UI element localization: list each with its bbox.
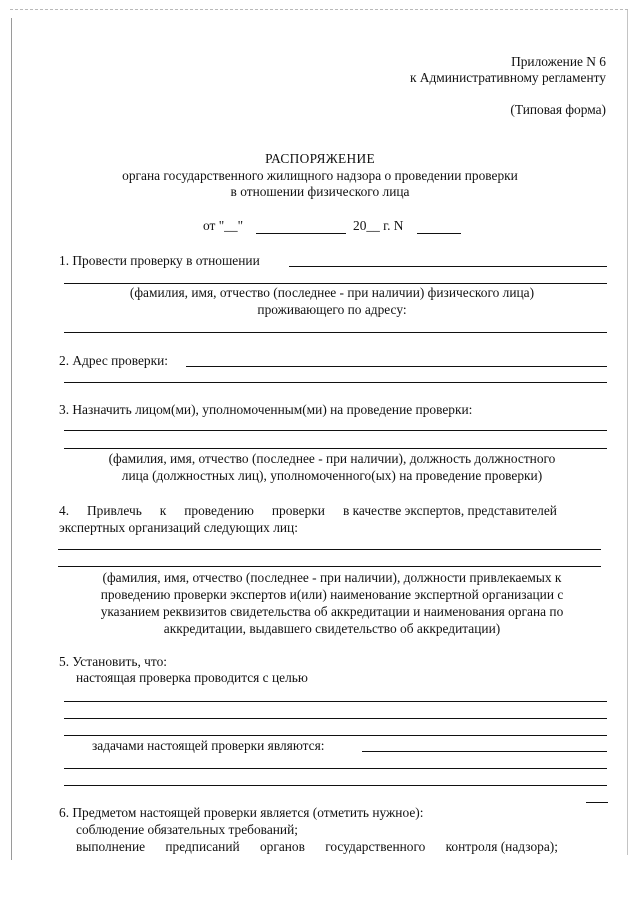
form-type: (Типовая форма)	[510, 102, 606, 117]
section5-tasks-blank-inline	[362, 751, 607, 752]
section2-blank-inline	[186, 366, 607, 367]
section6-item1: соблюдение обязательных требований;	[76, 822, 298, 837]
section4-note1: (фамилия, имя, отчество (последнее - при наличии), должности привлекаемых к	[102, 570, 562, 585]
order-number-blank	[417, 233, 461, 234]
scan-edge-top	[10, 9, 628, 10]
date-month-blank	[256, 233, 346, 234]
section5-purpose-blank-2	[64, 718, 607, 719]
section4-note3: указанием реквизитов свидетельства об аккредитации и наименования органа по	[100, 604, 564, 619]
section5-tasks-blank-3	[64, 785, 607, 786]
section6-word: предписаний	[165, 839, 240, 854]
section6-item2	[76, 839, 558, 856]
section4-word: проверки	[271, 503, 325, 518]
section4-line1	[59, 503, 557, 520]
section4-word: проведению	[184, 503, 254, 518]
section2-blank-2	[64, 382, 607, 383]
section4-word: в качестве экспертов, представителей	[342, 503, 557, 518]
section5-purpose: настоящая проверка проводится с целью	[76, 670, 308, 685]
section4-word: к	[159, 503, 167, 518]
section6-word: контроля (надзора);	[445, 839, 558, 854]
section4-line2: экспертных организаций следующих лиц:	[59, 520, 298, 535]
section1-note2: проживающего по адресу:	[257, 302, 407, 317]
section4-blank-2	[58, 566, 601, 567]
appendix-reference: к Административному регламенту	[409, 70, 606, 85]
section6-word: органов	[259, 839, 305, 854]
section5-label: 5. Установить, что:	[59, 654, 167, 669]
section6-label: 6. Предметом настоящей проверки является (отметить нужное):	[59, 805, 424, 820]
section4-word: 4.	[59, 503, 70, 518]
section3-blank-1	[64, 430, 607, 431]
section1-blank-2	[64, 283, 607, 284]
section4-blank-1	[58, 549, 601, 550]
scan-edge-left	[11, 18, 12, 860]
section1-note1: (фамилия, имя, отчество (последнее - при наличии) физического лица)	[129, 285, 535, 300]
appendix-number: Приложение N 6	[511, 54, 606, 69]
section2-label: 2. Адрес проверки:	[59, 353, 168, 368]
document-title: РАСПОРЯЖЕНИЕ	[265, 151, 375, 166]
document-subtitle-line2: в отношении физического лица	[230, 184, 410, 199]
section5-tasks-blank-2	[64, 768, 607, 769]
date-year-number: 20__ г. N	[353, 218, 404, 233]
section1-address-blank	[64, 332, 607, 333]
section1-blank-inline	[289, 266, 607, 267]
section3-note1: (фамилия, имя, отчество (последнее - при наличии), должность должностного	[108, 451, 556, 466]
section1-label: 1. Провести проверку в отношении	[59, 253, 260, 268]
scan-edge-right	[627, 10, 628, 855]
section4-word: Привлечь	[87, 503, 142, 518]
section5-purpose-blank-1	[64, 701, 607, 702]
section5-tasks: задачами настоящей проверки являются:	[92, 738, 325, 753]
section3-blank-2	[64, 448, 607, 449]
section4-note2: проведению проверки экспертов и(или) наименование экспертной организации с	[100, 587, 564, 602]
section3-label: 3. Назначить лицом(ми), уполномоченным(ми) на проведение проверки:	[59, 402, 473, 417]
document-subtitle-line1: органа государственного жилищного надзора о проведении проверки	[122, 168, 518, 183]
section3-note2: лица (должностных лиц), уполномоченного(ых) на проведение проверки)	[121, 468, 543, 483]
section4-note4: аккредитации, выдавшего свидетельство об аккредитации)	[163, 621, 501, 636]
date-from: от "__"	[203, 218, 244, 233]
section5-tasks-blank-4	[586, 802, 608, 803]
section6-word: выполнение	[76, 839, 146, 854]
section5-purpose-blank-3	[64, 735, 607, 736]
section6-word: государственного	[325, 839, 426, 854]
